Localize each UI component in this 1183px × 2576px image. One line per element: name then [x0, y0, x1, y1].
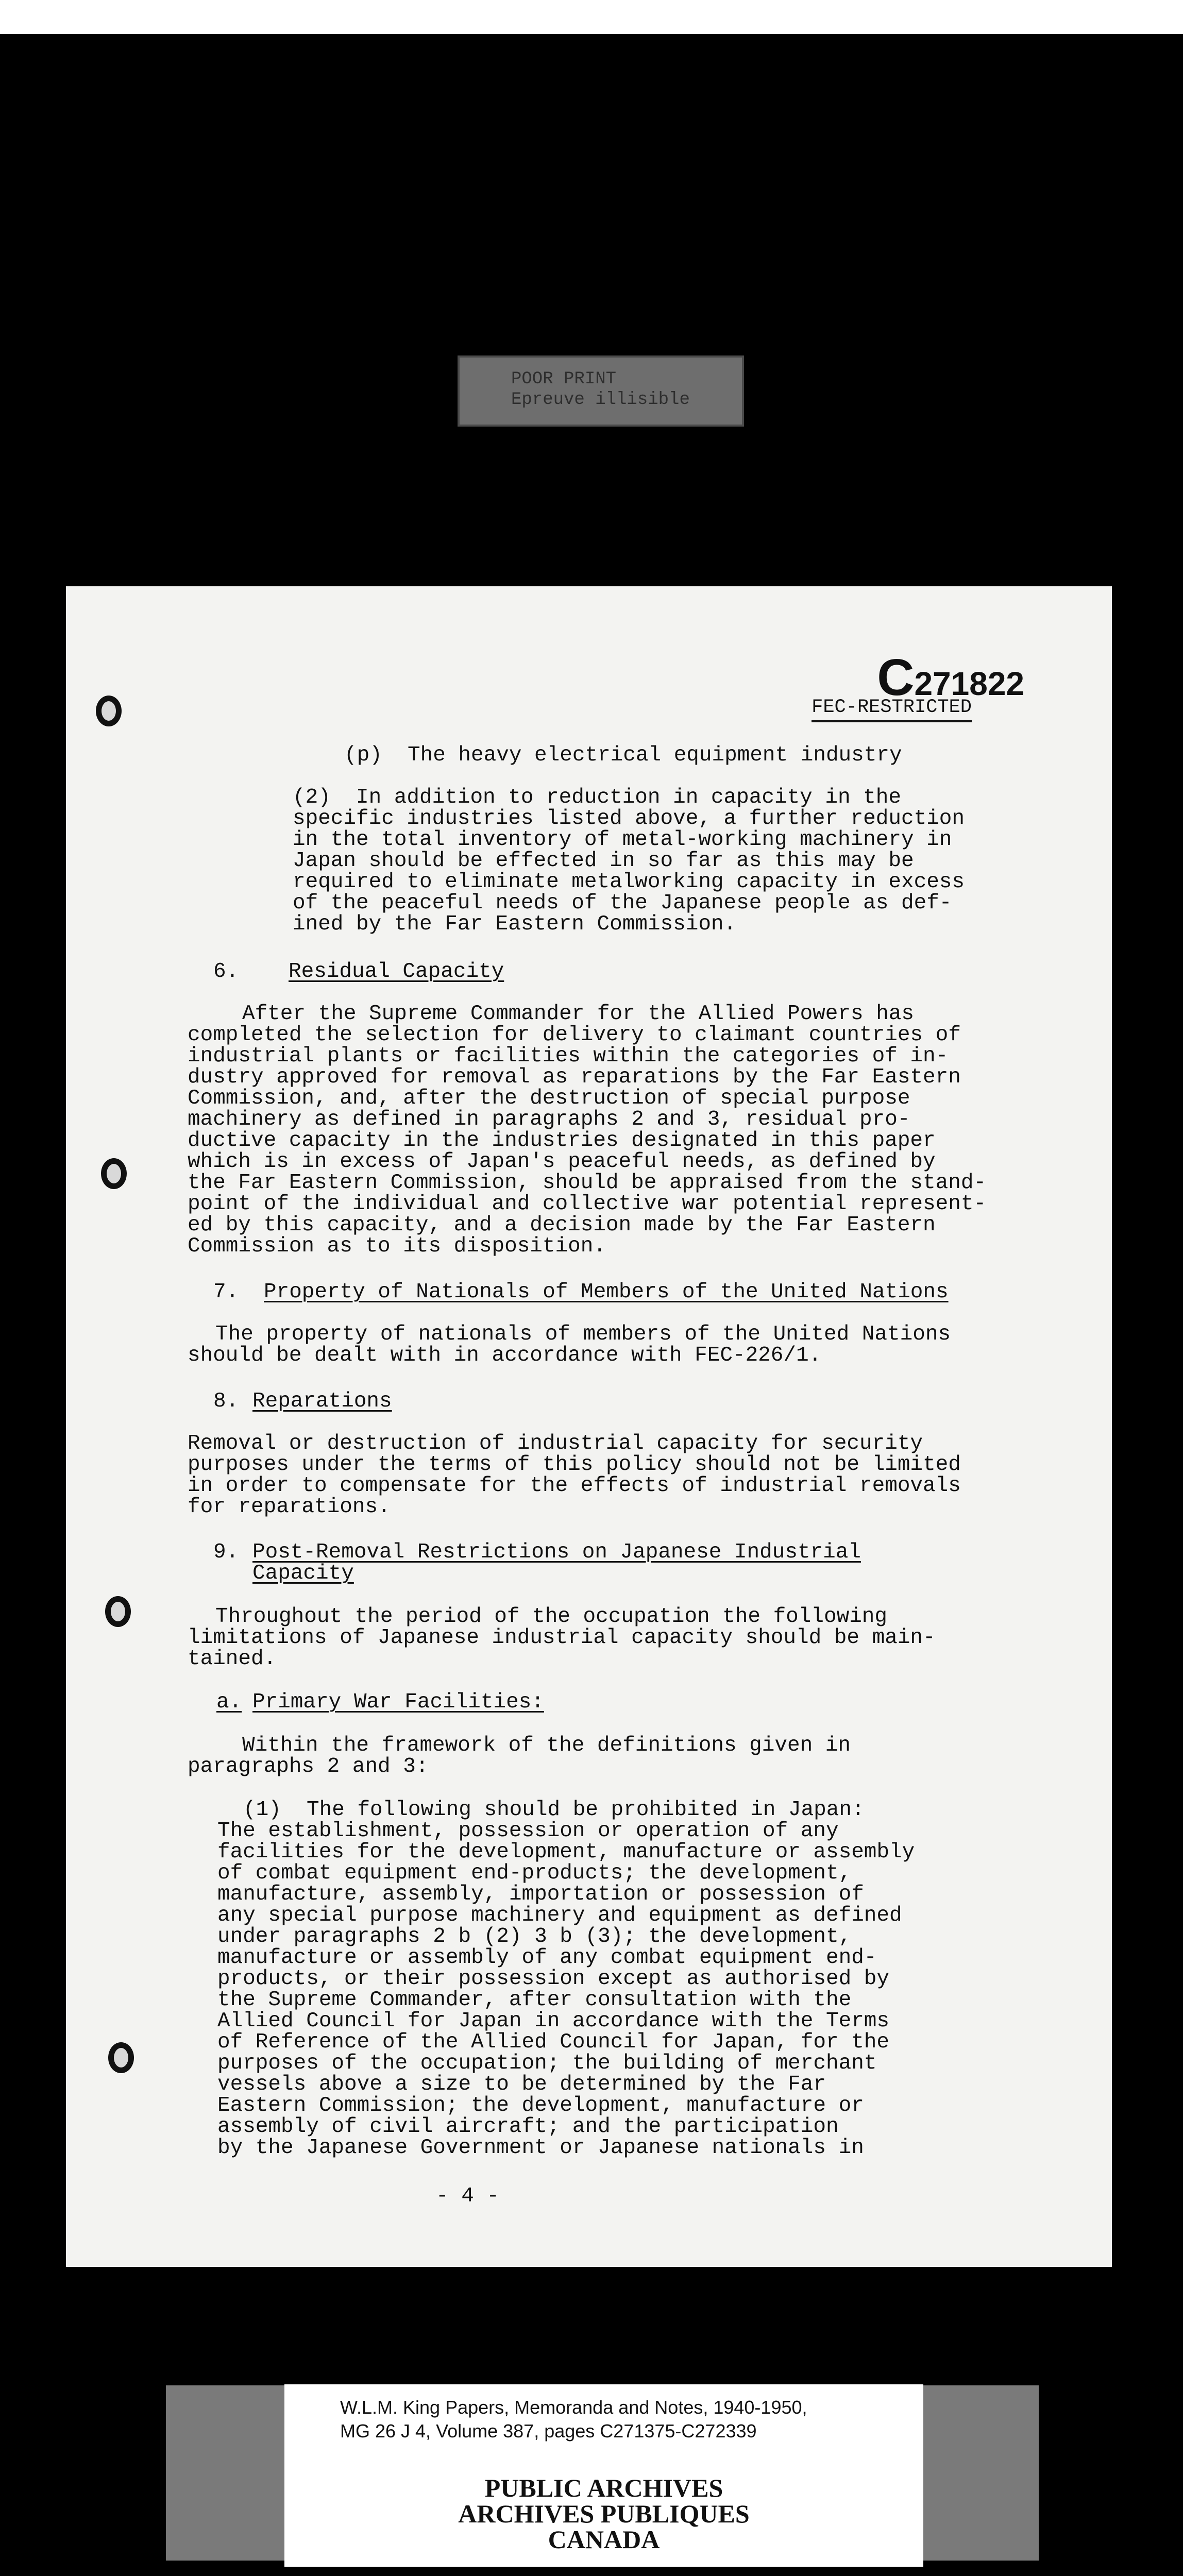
- text-line: should be dealt with in accordance with FEC-226/1.: [188, 1344, 822, 1367]
- subsection-letter: a.: [216, 1690, 242, 1714]
- text-line: machinery as defined in paragraphs 2 and 3, residual pro-: [188, 1108, 910, 1131]
- punch-hole-icon: [105, 1596, 131, 1627]
- text-line: point of the individual and collective war potential represent-: [188, 1192, 987, 1216]
- text-line: paragraphs 2 and 3:: [188, 1755, 429, 1778]
- text-line: in the total inventory of metal-working machinery in: [293, 828, 952, 852]
- classification-label: FEC-RESTRICTED: [812, 697, 972, 722]
- text-line: (p) The heavy electrical equipment industry: [344, 743, 902, 767]
- text-line: ductive capacity in the industries designated in this paper: [188, 1129, 936, 1153]
- section-heading: Property of Nationals of Members of the United Nations: [264, 1280, 949, 1304]
- text-line: Commission as to its disposition.: [188, 1234, 606, 1258]
- archive-name-fr: ARCHIVES PUBLIQUES: [458, 2499, 750, 2528]
- section-number: 6.: [213, 960, 239, 984]
- section-heading-cont: Capacity: [252, 1562, 354, 1585]
- archive-caption-line-2: MG 26 J 4, Volume 387, pages C271375-C272339: [340, 2420, 757, 2442]
- text-line: required to eliminate metalworking capacity in excess: [293, 870, 965, 894]
- archive-label: [284, 2384, 923, 2567]
- text-line: any special purpose machinery and equipment as defined: [217, 1904, 902, 1927]
- text-line: purposes under the terms of this policy should not be limited: [188, 1453, 961, 1477]
- subsection-heading: Primary War Facilities:: [252, 1690, 544, 1714]
- text-line: facilities for the development, manufacture or assembly: [217, 1840, 915, 1864]
- text-line: tained.: [188, 1647, 277, 1671]
- section-heading: Reparations: [252, 1389, 392, 1413]
- text-line: purposes of the occupation; the building of merchant: [217, 2052, 877, 2075]
- text-line: Allied Council for Japan in accordance with the Terms: [217, 2009, 890, 2033]
- section-number: 8.: [213, 1389, 239, 1413]
- text-line: the Far Eastern Commission, should be appraised from the stand-: [188, 1171, 987, 1195]
- text-line: products, or their possession except as authorised by: [217, 1967, 890, 1991]
- text-line: limitations of Japanese industrial capacity should be main-: [188, 1626, 936, 1650]
- text-line: Removal or destruction of industrial capacity for security: [188, 1432, 923, 1455]
- text-line: After the Supreme Commander for the Allied Powers has: [242, 1002, 915, 1026]
- document-number-digits: 271822: [914, 665, 1024, 702]
- text-line: of Reference of the Allied Council for Japan, for the: [217, 2030, 890, 2054]
- section-heading: Residual Capacity: [289, 960, 504, 984]
- text-line: completed the selection for delivery to claimant countries of: [188, 1023, 961, 1047]
- stamp-line-2: Epreuve illisible: [511, 390, 690, 410]
- document-number-prefix: C: [877, 649, 915, 706]
- archive-country: CANADA: [548, 2525, 660, 2554]
- stamp-line-1: POOR PRINT: [511, 369, 617, 389]
- text-line: which is in excess of Japan's peaceful needs, as defined by: [188, 1150, 936, 1174]
- punch-hole-icon: [101, 1158, 127, 1189]
- section-number: 9.: [213, 1540, 239, 1564]
- text-line: of combat equipment end-products; the development,: [217, 1861, 852, 1885]
- text-line: Japan should be effected in so far as this may be: [293, 849, 914, 873]
- text-line: ed by this capacity, and a decision made by the Far Eastern: [188, 1213, 936, 1237]
- text-line: The establishment, possession or operation of any: [217, 1819, 839, 1843]
- text-line: industrial plants or facilities within the categories of in-: [188, 1044, 949, 1068]
- text-line: specific industries listed above, a further reduction: [293, 807, 965, 831]
- text-line: (1) The following should be prohibited in Japan:: [243, 1798, 865, 1822]
- top-white-strip: [0, 0, 1183, 34]
- page-number: - 4 -: [436, 2184, 500, 2208]
- text-line: (2) In addition to reduction in capacity in the: [293, 786, 901, 809]
- archive-caption-line-1: W.L.M. King Papers, Memoranda and Notes, 1940-1950,: [340, 2397, 807, 2418]
- poor-print-stamp: [458, 355, 744, 427]
- text-line: Commission, and, after the destruction of special purpose: [188, 1087, 910, 1110]
- text-line: by the Japanese Government or Japanese nationals in: [217, 2136, 864, 2160]
- text-line: the Supreme Commander, after consultation with the: [217, 1988, 852, 2012]
- document-page: [66, 586, 1112, 2267]
- text-line: manufacture or assembly of any combat equipment end-: [217, 1946, 877, 1970]
- text-line: dustry approved for removal as reparations by the Far Eastern: [188, 1065, 961, 1089]
- text-line: vessels above a size to be determined by the Far: [217, 2073, 826, 2096]
- text-line: Throughout the period of the occupation the following: [215, 1605, 888, 1629]
- text-line: Eastern Commission; the development, manufacture or: [217, 2094, 864, 2117]
- text-line: manufacture, assembly, importation or possession of: [217, 1883, 864, 1906]
- text-line: in order to compensate for the effects of industrial removals: [188, 1474, 961, 1498]
- punch-hole-icon: [108, 2042, 134, 2073]
- text-line: ined by the Far Eastern Commission.: [293, 912, 737, 936]
- text-line: under paragraphs 2 b (2) 3 b (3); the development,: [217, 1925, 852, 1948]
- section-heading: Post-Removal Restrictions on Japanese Industrial: [252, 1540, 861, 1564]
- text-line: The property of nationals of members of the United Nations: [215, 1323, 951, 1346]
- archive-name-en: PUBLIC ARCHIVES: [484, 2473, 723, 2502]
- section-number: 7.: [213, 1280, 239, 1304]
- text-line: for reparations.: [188, 1495, 391, 1519]
- punch-hole-icon: [96, 696, 122, 726]
- archive-caption: [340, 2396, 807, 2443]
- text-line: of the peaceful needs of the Japanese people as def-: [293, 891, 952, 915]
- text-line: Within the framework of the definitions given in: [242, 1734, 851, 1757]
- text-line: assembly of civil aircraft; and the participation: [217, 2115, 839, 2139]
